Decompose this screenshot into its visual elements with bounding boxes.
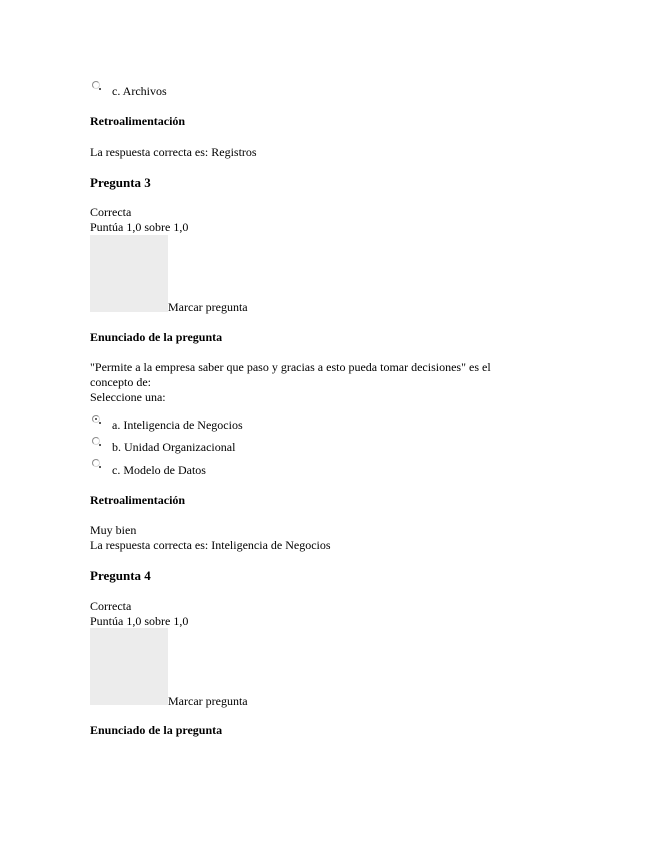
radio-dot-icon — [99, 422, 101, 424]
q4-state: Correcta — [90, 599, 132, 613]
q3-prompt-heading: Enunciado de la pregunta — [90, 330, 223, 344]
q3-option-a-label: a. Inteligencia de Negocios — [112, 418, 243, 432]
q2-option-c-label: c. Archivos — [112, 84, 167, 98]
q2-correct-answer: La respuesta correcta es: Registros — [90, 145, 257, 159]
q4-flag-image[interactable] — [90, 628, 168, 705]
q4-flag-label[interactable]: Marcar pregunta — [168, 694, 248, 708]
q3-option-b-label: b. Unidad Organizacional — [112, 440, 236, 454]
q3-grade: Puntúa 1,0 sobre 1,0 — [90, 220, 189, 234]
q3-correct-answer: La respuesta correcta es: Inteligencia de Negocios — [90, 538, 331, 552]
q3-feedback-general: Muy bien — [90, 523, 137, 537]
radio-dot-icon — [99, 88, 101, 90]
q3-flag-label[interactable]: Marcar pregunta — [168, 300, 248, 314]
q3-select-label: Seleccione una: — [90, 390, 166, 404]
q3-question-text: "Permite a la empresa saber que paso y gracias a esto pueda tomar decisiones" es el concepto de: — [90, 360, 491, 389]
q3-state: Correcta — [90, 205, 132, 219]
q4-grade: Puntúa 1,0 sobre 1,0 — [90, 614, 189, 628]
q3-feedback-heading: Retroalimentación — [90, 493, 186, 507]
q4-title: Pregunta 4 — [90, 568, 151, 583]
q2-feedback-heading: Retroalimentación — [90, 114, 186, 128]
q3-title: Pregunta 3 — [90, 175, 151, 190]
radio-dot-icon — [99, 444, 101, 446]
q4-prompt-heading: Enunciado de la pregunta — [90, 723, 223, 737]
q3-flag-image[interactable] — [90, 235, 168, 312]
radio-dot-icon — [99, 466, 101, 468]
q3-option-c-label: c. Modelo de Datos — [112, 463, 206, 477]
